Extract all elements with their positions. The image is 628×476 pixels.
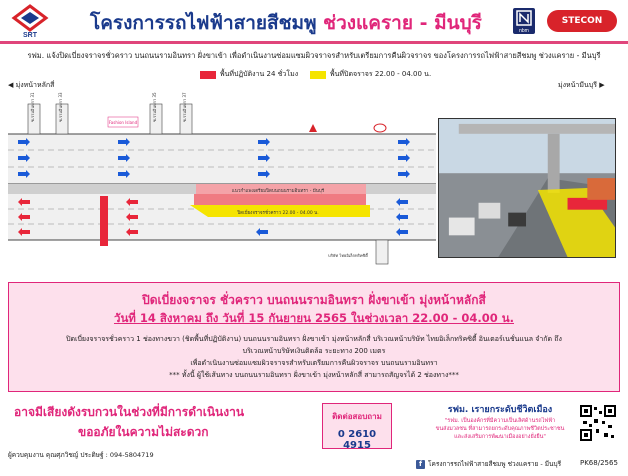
site-photo [438,118,616,258]
notice-line-1: ปิดเบี่ยงจราจรชั่วคราว 1 ช่องทางขวา (ชิดพื้นที่ปฏิบัติงาน) บนถนนรามอินทรา ฝั่งขาเข้า มุ่งหน้าหลักสี่ บริเวณหน้าบริษัท ไทยอิเล็กทริคซิตี้ อินเตอร์เนชั่นแนล จำกัด ถึง [66,335,562,343]
stecon-logo: STECON [547,10,617,32]
slogan-sub-3: และส่งเสริมการพัฒนาเมืองอย่างยั่งยืน" [454,434,546,440]
notice-line-4: *** ทั้งนี้ ผู้ใช้เส้นทาง บนถนนรามอินทรา ฝั่งขาเข้า มุ่งหน้าหลักสี่ สามารถสัญจรได้ 2 ช่องทาง*** [169,371,459,379]
contact-phone[interactable]: 0 2610 4915 [337,429,377,451]
slogan-sub [430,417,570,441]
notice-line-2: บริเวณหน้าบริษัทเงินติดล้อ ระยะทาง 200 เมตร [242,347,386,355]
slogan-sub-1: "รฟม. เป็นองค์กรที่มีความเป็นเลิศด้านรถไฟฟ้า [444,418,556,424]
road-outbound [8,134,436,184]
slogan: รฟม. เรายกระดับชีวิตเมือง [447,405,553,415]
traffic-map [8,92,436,270]
title-pink: ช่วงแคราย - มีนบุรี [323,12,482,34]
header-bar [0,0,628,44]
closure-label: ปิดเบี่ยงจราจรชั่วคราว 22.00 - 04.00 น. [237,211,319,216]
legend-yellow [310,69,431,80]
facebook-link[interactable] [416,459,561,469]
legend-yellow-swatch [310,71,326,79]
legend-red [200,69,298,80]
supervisor-info: ผู้ควบคุมงาน คุณศุภวิชญ์ ประดิษฐ์ : 094-5804719 [8,451,154,459]
direction-left: ◀ มุ่งหน้าหลักสี่ [8,81,55,89]
apology-line-1: อาจมีเสียงดังรบกวนในช่วงที่มีการดำเนินงาน [14,405,245,419]
nbm-logo [513,8,535,34]
company-label: บริษัท ไทยอิเล็กทริคซิตี้ [328,253,368,258]
facebook-label: โครงการรถไฟฟ้าสายสีชมพู ช่วงแคราย - มีนบุรี [428,460,562,468]
title-main: โครงการรถไฟฟ้าสายสีชมพู [90,12,324,34]
facebook-icon: f [416,460,425,469]
direction-right-label: มุ่งหน้ามีนบุรี [558,81,597,89]
srt-logo [8,4,52,38]
direction-left-label: มุ่งหน้าหลักสี่ [15,81,55,89]
soi-label-4: ซ.รามอินทรา 37 [182,92,187,122]
legend-red-swatch [200,71,216,79]
apology-line-2: ขออภัยในความไม่สะดวก [78,425,209,439]
contact-label: ติดต่อสอบถาม [332,412,382,421]
direction-right: มุ่งหน้ามีนบุรี ▶ [558,81,605,89]
legend-yellow-label: พื้นที่ปิดจราจร 22.00 - 04.00 น. [330,70,432,78]
legend-red-label: พื้นที่ปฏิบัติงาน 24 ชั่วโมง [220,70,299,78]
work-zone-left [100,196,108,246]
wall-label: แนวกำแพงเตรียมปิดบนถนนรามอินทรา - มีนบุรี [231,189,325,194]
notice-line-3: เพื่อดำเนินงานซ่อมแซมผิวจราจรสำหรับเตรียมการคืนผิวจราจร บนถนนรามอินทรา [190,359,438,367]
work-zone-red [194,194,366,205]
notice-body [9,333,619,381]
soi-label-1: ซ.รามอินทรา 31 [30,92,35,122]
contact-box [322,403,392,449]
soi-label-3: ซ.รามอินทรา 35 [152,92,157,122]
nbm-logo-text: nbm [519,28,529,34]
page-title [90,8,482,38]
soi-label-2: ซ.รามอินทรา 33 [58,92,63,122]
subtitle: รฟม. แจ้งปิดเบี่ยงจราจรชั่วคราว บนถนนรามอินทรา ฝั่งขาเข้า เพื่อดำเนินงานซ่อมแซมผิวจราจรสำหรับเตรียมการคืนผิวจราจร ของโครงการรถไฟฟ้าสายสีชมพู ช่วงแคราย - มีนบุรี [27,51,601,60]
shop-label: Fashion Island [108,120,138,125]
slogan-sub-2: ขนส่งมวลชน ที่สามารถยกระดับคุณภาพชีวิตประชาชน [435,426,565,432]
notice-title: ปิดเบี่ยงจราจร ชั่วคราว บนถนนรามอินทรา ฝั่งขาเข้า มุ่งหน้าหลักสี่ [142,293,486,307]
qr-code-icon[interactable] [580,405,616,441]
document-code: PK68/2565 [580,459,618,467]
soi-lower [376,240,388,264]
srt-logo-text: SRT [23,32,37,38]
notice-box [8,282,620,392]
notice-date: วันที่ 14 สิงหาคม ถึง วันที่ 15 กันยายน 2565 ในช่วงเวลา 22.00 - 04.00 น. [113,311,514,325]
